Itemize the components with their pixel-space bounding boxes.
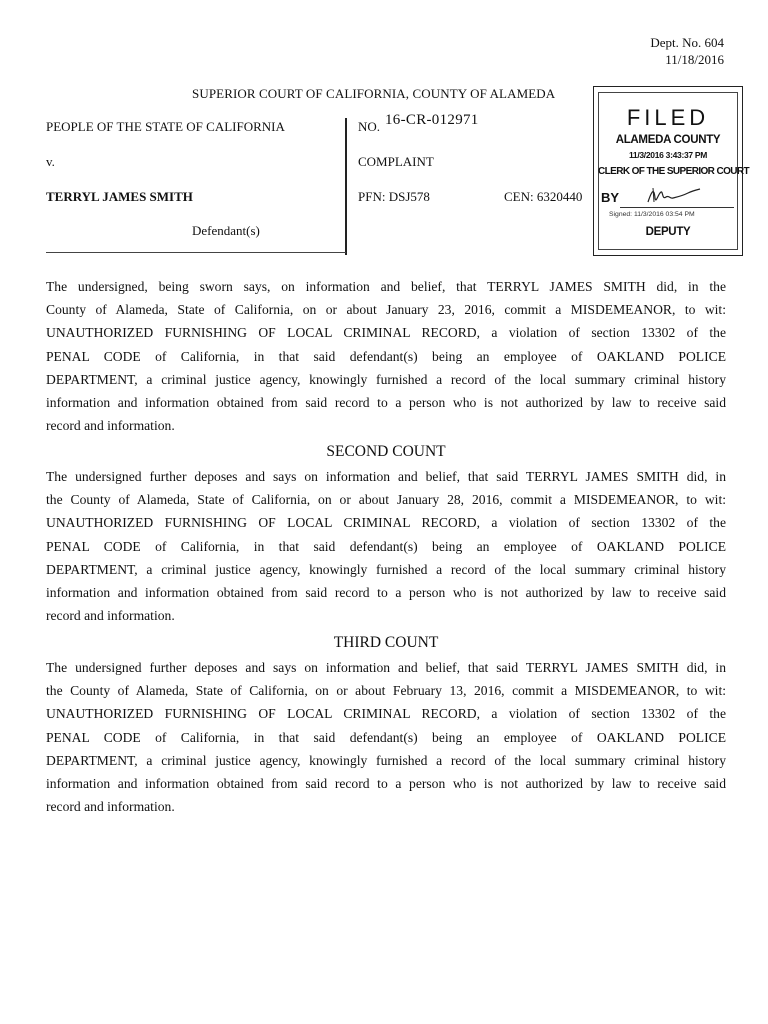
document-type: COMPLAINT [358, 154, 434, 169]
signature-icon [644, 184, 704, 208]
stamp-clerk: CLERK OF THE SUPERIOR COURT [598, 166, 750, 177]
second-count-heading: SECOND COUNT [326, 443, 446, 460]
count-line: the County of Alameda, State of California, on or about January 28, 2016, commit a MISDEMEANOR, to wit: [46, 492, 726, 508]
court-title: SUPERIOR COURT OF CALIFORNIA, COUNTY OF ALAMEDA [192, 86, 556, 101]
case-number-label: NO. [358, 119, 381, 134]
cen-number: CEN: 6320440 [504, 189, 583, 204]
dept-header [650, 34, 724, 68]
count-line: County of Alameda, State of California, on or about January 23, 2016, commit a MISDEMEANOR, to wit: [46, 302, 726, 318]
count-line: The undersigned further deposes and says on information and belief, that said TERRYL JAMES SMITH did, in [46, 469, 726, 484]
count-line: information and information obtained from said record to a person who is not authorized by law to receive said [46, 395, 726, 411]
stamp-county: ALAMEDA COUNTY [615, 134, 721, 146]
case-number: 16-CR-012971 [385, 112, 479, 128]
count-line: record and information. [46, 608, 175, 624]
stamp-deputy: DEPUTY [645, 226, 691, 238]
count-line: UNAUTHORIZED FURNISHING OF LOCAL CRIMINAL RECORD, a violation of section 13302 of the [46, 706, 726, 722]
plaintiff-name: PEOPLE OF THE STATE OF CALIFORNIA [46, 119, 285, 134]
count-line: record and information. [46, 418, 175, 434]
count-1-body [46, 275, 726, 437]
count-line: PENAL CODE of California, in that said defendant(s) being an employee of OAKLAND POLICE [46, 729, 726, 745]
caption-divider-vertical [345, 118, 347, 255]
stamp-timestamp: 11/3/2016 3:43:37 PM [628, 150, 708, 160]
count-line: PENAL CODE of California, in that said defendant(s) being an employee of OAKLAND POLICE [46, 538, 726, 554]
count-2-body [46, 465, 726, 627]
stamp-by-label: BY [601, 190, 620, 205]
versus-label: v. [46, 154, 55, 169]
count-line: UNAUTHORIZED FURNISHING OF LOCAL CRIMINAL RECORD, a violation of section 13302 of the [46, 325, 726, 341]
header-date: 11/18/2016 [665, 52, 724, 67]
count-line: DEPARTMENT, a criminal justice agency, knowingly furnished a record of the local summary criminal history [46, 371, 726, 387]
stamp-filed-text: FILED [626, 105, 710, 130]
count-line: information and information obtained from said record to a person who is not authorized by law to receive said [46, 776, 726, 792]
count-line: UNAUTHORIZED FURNISHING OF LOCAL CRIMINAL RECORD, a violation of section 13302 of the [46, 515, 726, 531]
stamp-signed-date: Signed: 11/3/2016 03:54 PM [609, 211, 695, 218]
third-count-heading: THIRD COUNT [333, 634, 439, 651]
dept-number: Dept. No. 604 [650, 35, 724, 50]
count-line: the County of Alameda, State of California, on or about February 13, 2016, commit a MISDEMEANOR, to wit: [46, 683, 726, 699]
pfn-number: PFN: DSJ578 [358, 189, 430, 204]
defendant-name: TERRYL JAMES SMITH [46, 189, 193, 204]
caption-divider-horizontal [46, 252, 346, 253]
count-line: The undersigned, being sworn says, on information and belief, that TERRYL JAMES SMITH did, in the [46, 279, 726, 294]
count-3-body [46, 656, 726, 818]
count-line: DEPARTMENT, a criminal justice agency, knowingly furnished a record of the local summary criminal history [46, 752, 726, 768]
count-line: DEPARTMENT, a criminal justice agency, knowingly furnished a record of the local summary criminal history [46, 561, 726, 577]
count-line: PENAL CODE of California, in that said defendant(s) being an employee of OAKLAND POLICE [46, 348, 726, 364]
count-line: record and information. [46, 799, 175, 815]
defendant-label: Defendant(s) [192, 223, 260, 238]
count-line: information and information obtained from said record to a person who is not authorized by law to receive said [46, 585, 726, 601]
count-line: The undersigned further deposes and says on information and belief, that said TERRYL JAMES SMITH did, in [46, 660, 726, 675]
